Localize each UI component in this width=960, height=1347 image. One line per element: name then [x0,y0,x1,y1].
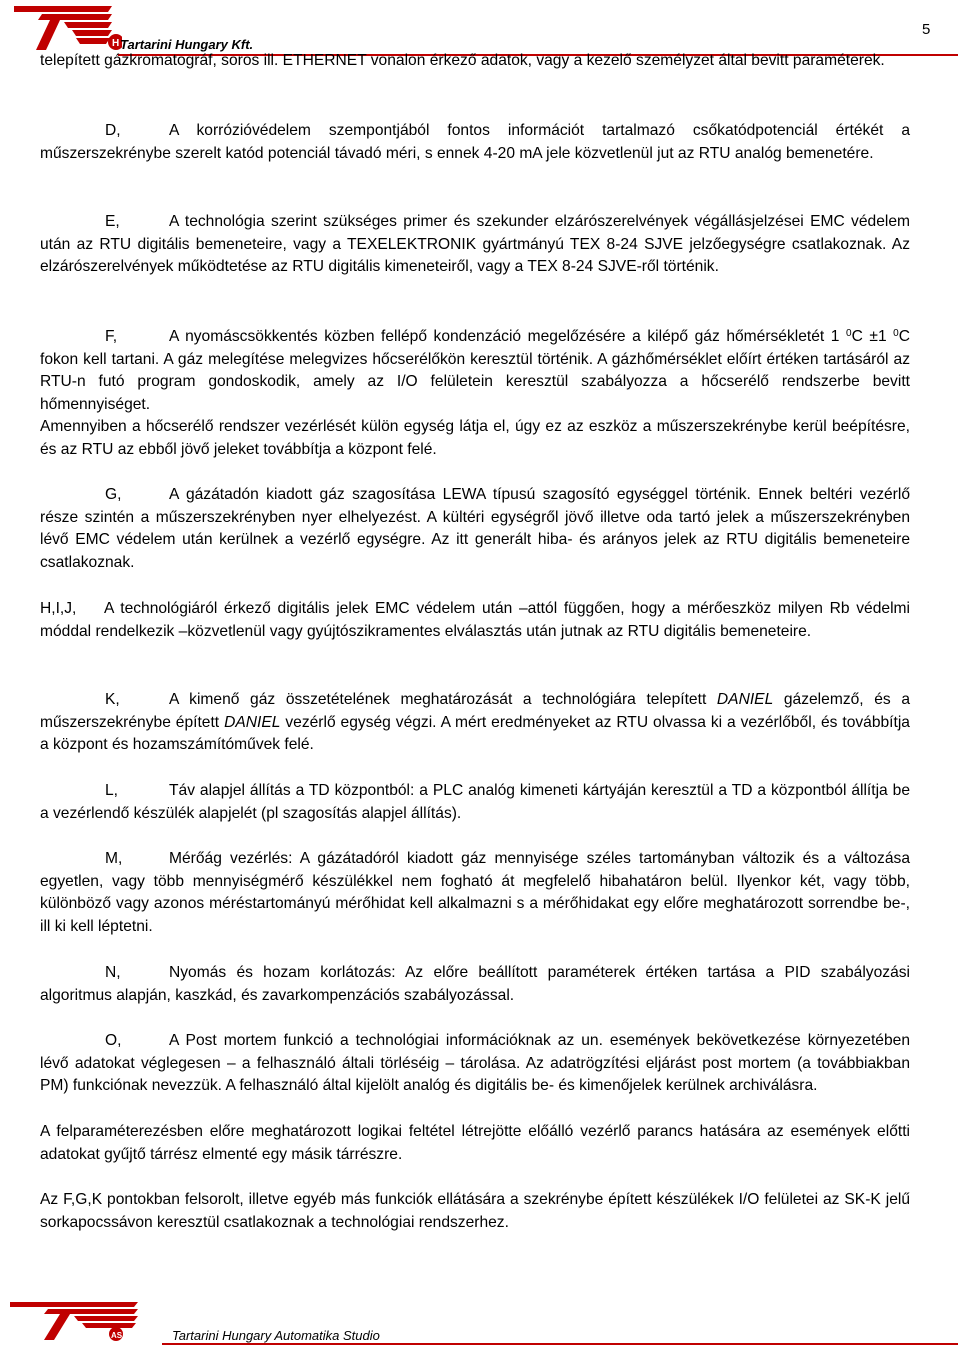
paragraph-summary: Az F,G,K pontokban felsorolt, illetve egyéb más funkciók ellátására a szekrénybe épített készülékek I/O felületei az SK-K jelű sorkapocssávon keresztül csatlakoznak a technológiai rendszerhez. [40,1191,910,1231]
item-label-k: K, [105,691,120,708]
paragraph-l: L, Táv alapjel állítás a TD központból: a PLC analóg kimeneti kártyáján keresztül a TD a központból állítja be a vezérlendő készülék alapjelét (pl szagosítás alapjel állítás). [40,782,910,822]
footer-company-name: Tartarini Hungary Automatika Studio [172,1328,380,1343]
paragraph-o-continued: A felparaméterezésben előre meghatározott logikai feltétel létrejötte előálló vezérlő parancs hatására az események előtti adatokat gyűjtő tárrész elmenté egy másik tárrészre. [40,1123,910,1163]
svg-text:AS: AS [111,1331,123,1340]
svg-text:H: H [112,38,120,49]
item-label-g: G, [105,486,122,503]
paragraph-e: E, A technológia szerint szükséges primer és szekunder elzárószerelvények végállásjelzései EMC védelem után az RTU digitális bemeneteire, vagy a TEXELEKTRONIK gyártmányú TEX 8-24 SJVE jelzőegységre csatlakoznak. Az elzárószerelvények működtetése az RTU digitális kimeneteiről, vagy a TEX 8-24 SJVE-ről történik. [40,213,910,276]
paragraph-d: D, A korrózióvédelem szempontjából fontos információt tartalmazó csőkatódpotenciál értékét a műszerszekrénybe szerelt katód potenciál távadó méri, s ennek 4-20 mA jele közvetlenül jut az RTU analóg bemenetére. [40,122,910,162]
paragraph-o: O, A Post mortem funkció a technológiai információknak az un. események bekövetkezése környezetében lévő adatokat véglegesen – a felhasználó általi törléséig – tárolása. Az adatrögzítési eljárást post mortem (a továbbiakban PM) funkciónak nevezzük. A felhasználó által kijelölt analóg és digitális be- és kimenőjelek kerülnek archiválásra. [40,1032,910,1095]
item-label-d: D, [105,122,121,139]
company-logo [12,0,122,57]
paragraph-g: G, A gázátadón kiadott gáz szagosítása LEWA típusú szagosító egységgel történik. Ennek beltéri vezérlő része szintén a műszerszekrényben nyer elhelyezést. A kültéri egységről jövő illetve oda tartó jelek a műszerszekrényben lévő EMC védelem után kerülnek a vezérlő egységre. Az itt generált hiba- és arányos jelek az RTU digitális bemeneteire csatlakoznak. [40,486,910,571]
paragraph-m: M, Mérőág vezérlés: A gázátadóról kiadott gáz mennyisége széles tartományban változik és a változása egyetlen, vagy több mennyiségmérő készülékkel nem fogható át megfelelő hibahatáron belül. Ilyenkor két, vagy több, különböző vagy azonos méréstartományú mérőhidat kell alkalmazni s a mérőhidakat egy előre meghatározott sorrendbe be-, ill ki kell léptetni. [40,850,910,935]
item-label-n: N, [105,964,121,981]
header-company-name: Tartarini Hungary Kft. [120,37,254,52]
item-label-o: O, [105,1032,122,1049]
item-label-l: L, [105,782,119,799]
item-label-hij: H,I,J, [40,600,77,617]
paragraph-f: F, A nyomáscsökkentés közben fellépő kondenzáció megelőzésére a kilépő gáz hőmérsékletét 1 $^0$C ±1 $^0$C fokon kell tartani. A gáz melegítése melegvizes hőcserélőkön keresztül történik. A gázhőmérséklet előírt értéken tartásáról az RTU-n futó program gondoskodik, amely az I/O felületein keresztül szabályozza a hőcserélő rendszerbe bevitt hőmennyiséget. [40,328,910,413]
paragraph-intro: telepített gázkromatográf, soros ill. ETHERNET vonalon érkező adatok, vagy a kezelő személyzet által bevitt paraméterek. [40,52,885,69]
item-label-e: E, [105,213,120,230]
paragraph-k: K, A kimenő gáz összetételének meghatározását a technológiára telepített DANIEL gázelemző, és a műszerszekrénybe épített DANIEL vezérlő egység végzi. A mért eredményeket az RTU olvassa ki a vezérlőből, és továbbítja a központ és hozamszámítóművek felé. [40,691,911,754]
item-label-f: F, [105,328,118,345]
paragraph-n: N, Nyomás és hozam korlátozás: Az előre beállított paraméterek értéken tartása a PID szabályozási algoritmus alapján, kaszkád, és zavarkompenzációs szabályozással. [40,964,910,1004]
item-label-m: M, [105,850,123,867]
paragraph-hij: H,I,J, A technológiáról érkező digitális jelek EMC védelem után –attól függően, hogy a mérőeszköz milyen Rb védelmi móddal rendelkezik –közvetlenül vagy gyújtószikramentes elválasztás után jutnak az RTU digitális bemeneteire. [40,600,910,640]
page-number: 5 [922,21,931,38]
paragraph-f-continued: Amennyiben a hőcserélő rendszer vezérlését külön egység látja el, úgy ez az eszköz a műszerszekrénybe kerül beépítésre, és az RTU az ebből jövő jeleket továbbítja a központ felé. [40,418,910,458]
footer-logo [8,1296,148,1347]
